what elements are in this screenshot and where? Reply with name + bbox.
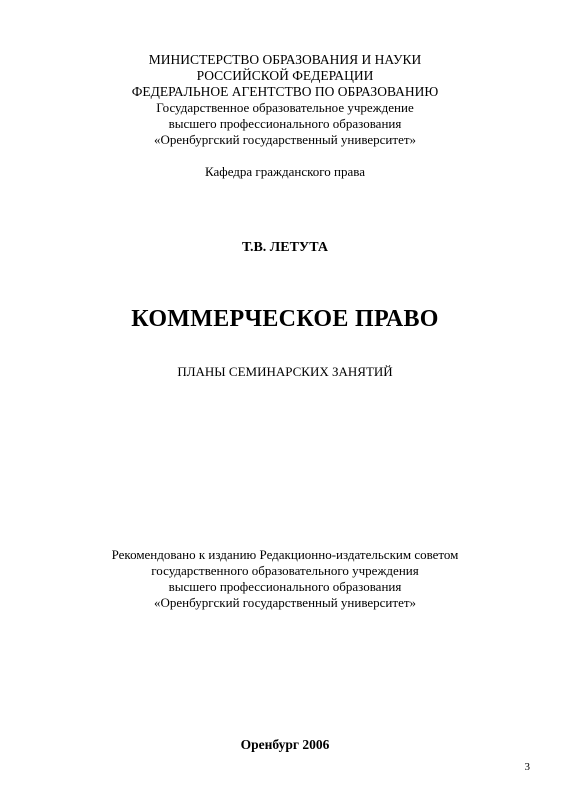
recommendation-line-3: высшего профессионального образования [168,579,402,594]
document-title: КОММЕРЧЕСКОЕ ПРАВО [131,306,439,332]
agency-line: ФЕДЕРАЛЬНОЕ АГЕНТСТВО ПО ОБРАЗОВАНИЮ [131,84,439,99]
recommendation-note [0,547,570,611]
ministry-line-2: РОССИЙСКОЙ ФЕДЕРАЦИИ [196,68,374,83]
ministry-header [0,52,570,148]
ministry-line-1: МИНИСТЕРСТВО ОБРАЗОВАНИЯ И НАУКИ [148,52,422,67]
university-name-line: «Оренбургский государственный университет» [153,132,417,147]
department-name: Кафедра гражданского права [205,164,365,179]
author-name: Т.В. ЛЕТУТА [242,240,328,255]
city-year: Оренбург 2006 [240,737,330,752]
institution-type-line: Государственное образовательное учреждение [156,100,414,115]
education-level-line: высшего профессионального образования [168,116,402,131]
recommendation-line-2: государственного образовательного учреждения [151,563,419,578]
recommendation-line-4: «Оренбургский государственный университет» [153,595,417,610]
document-subtitle: ПЛАНЫ СЕМИНАРСКИХ ЗАНЯТИЙ [177,364,393,379]
recommendation-line-1: Рекомендовано к изданию Редакционно-издательским советом [111,547,459,562]
page-number: 3 [524,761,530,773]
